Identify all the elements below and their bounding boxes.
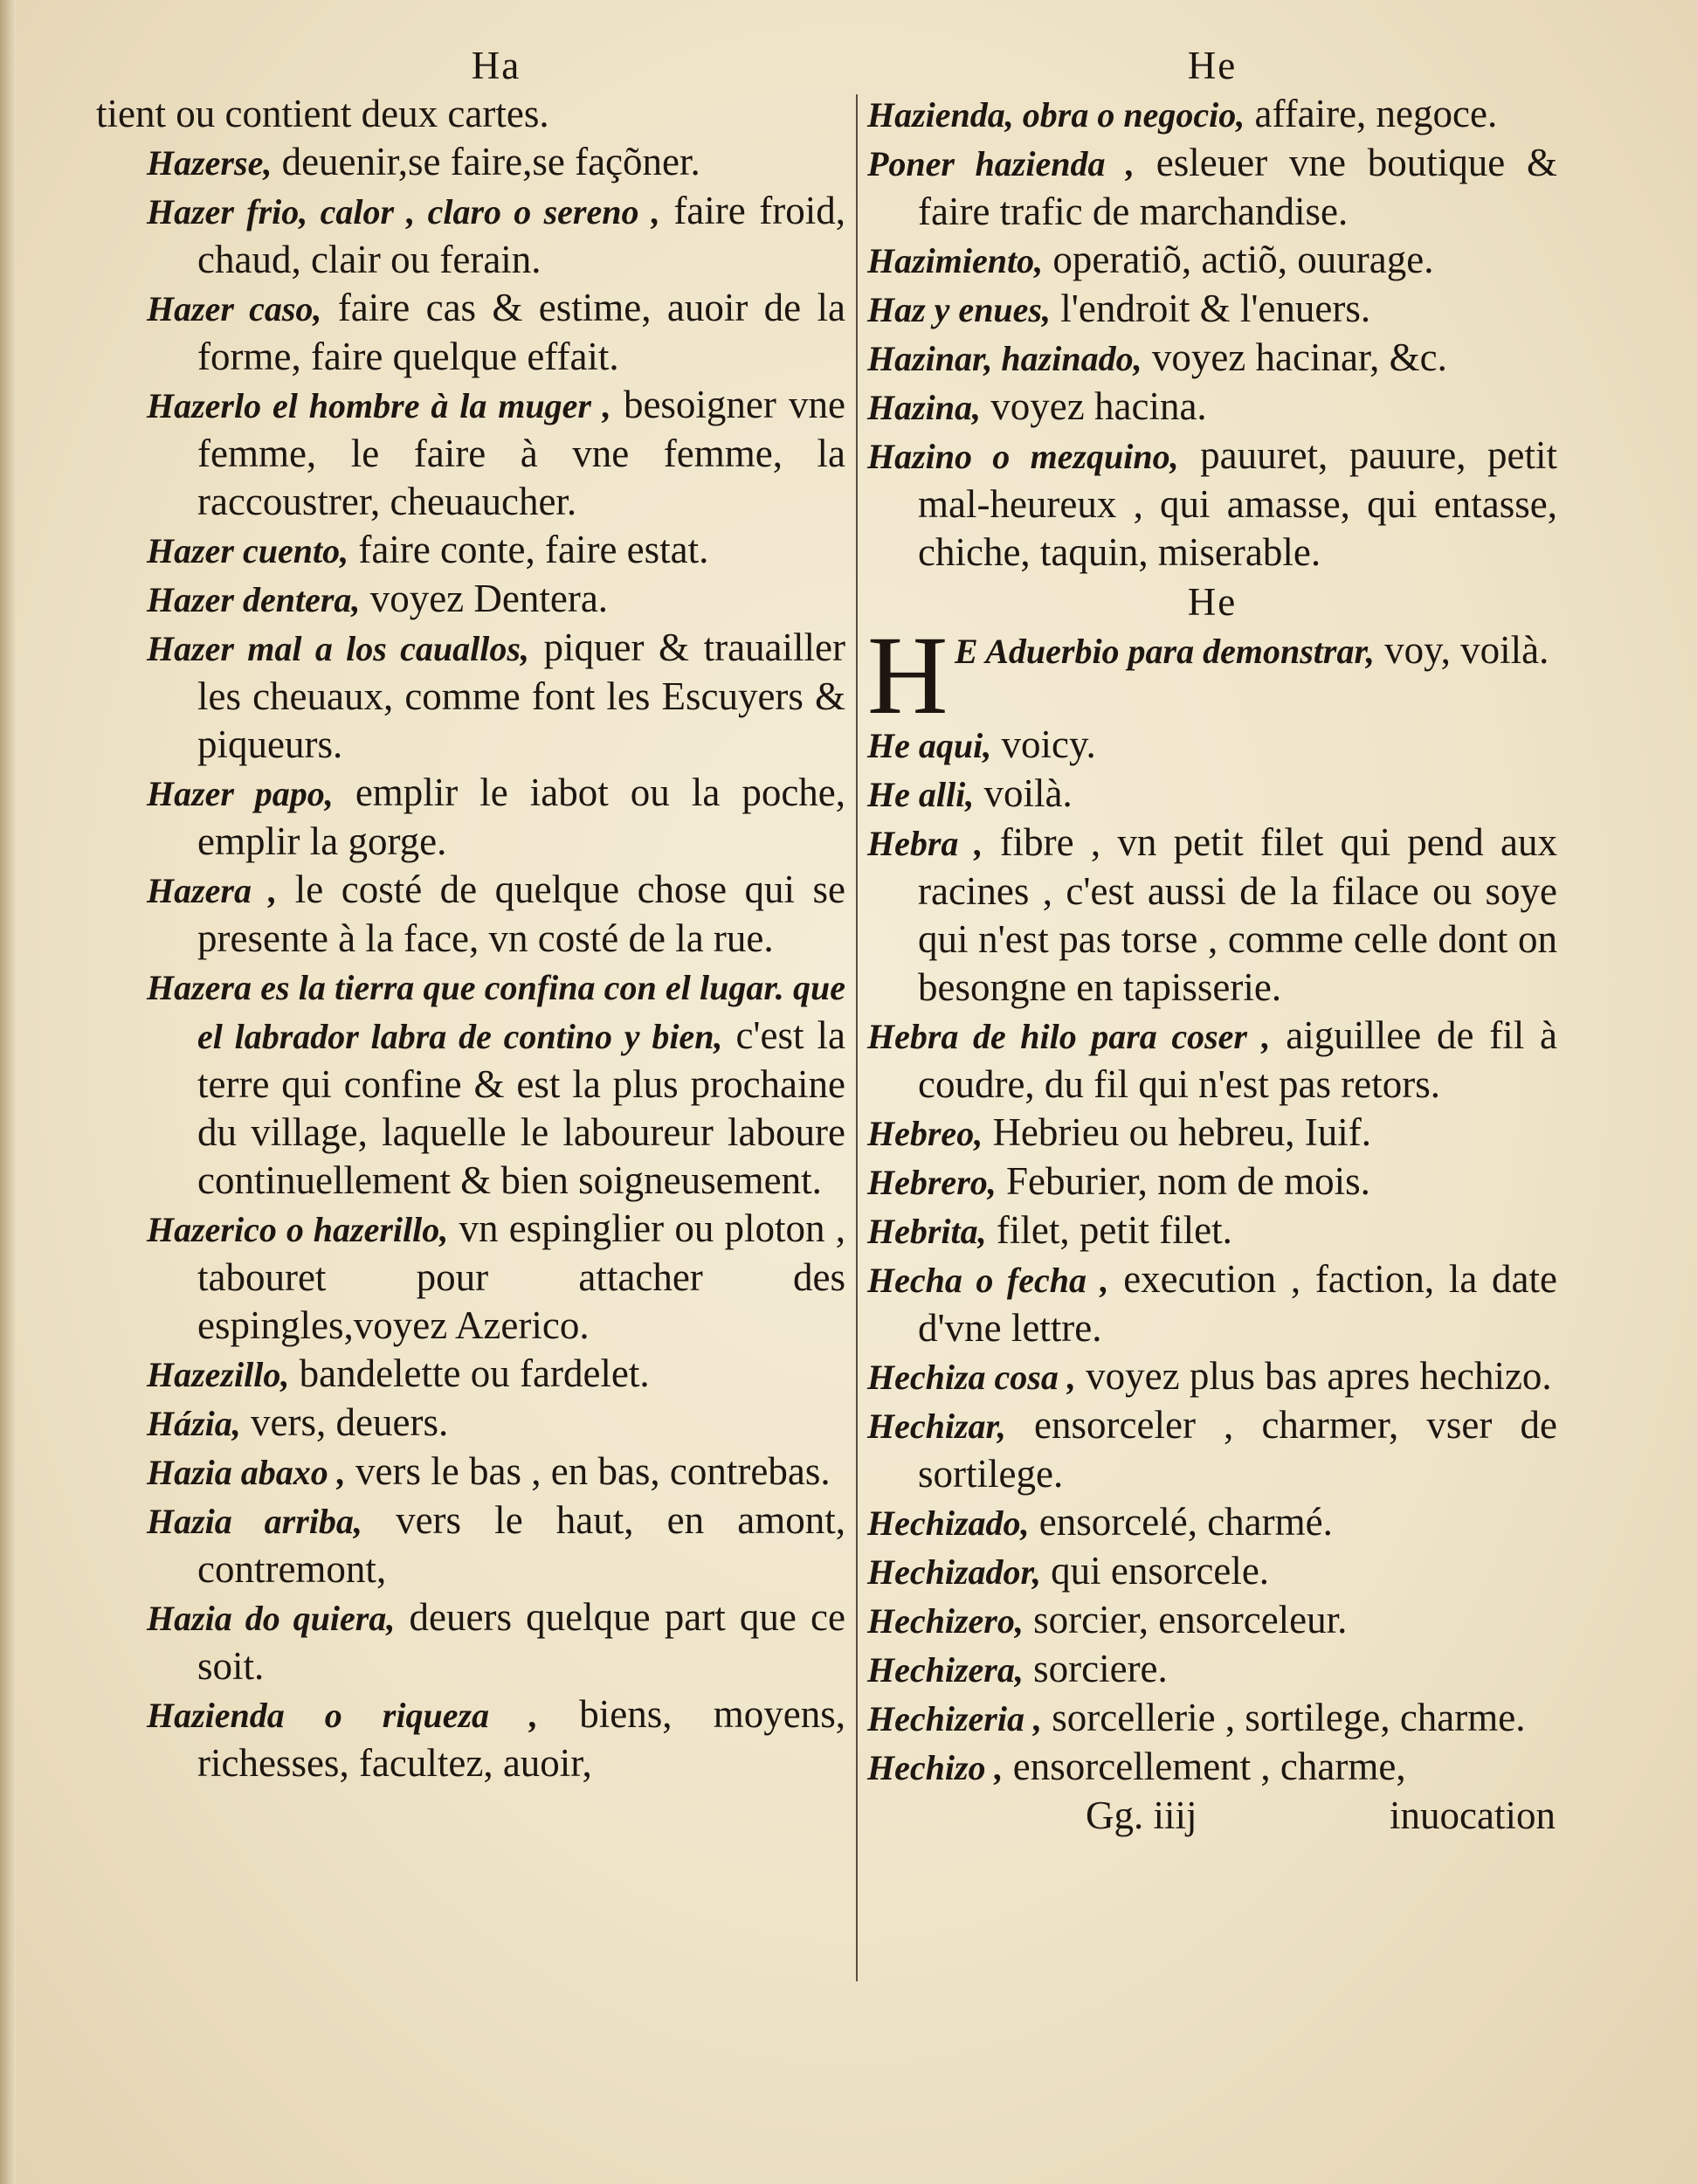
entry-definition: sorcier, ensorceleur.	[1033, 1598, 1348, 1641]
dictionary-entry	[867, 770, 1557, 819]
dictionary-entry	[147, 1496, 845, 1593]
left-entries	[96, 90, 846, 1787]
dictionary-entry	[867, 1498, 1557, 1547]
dictionary-entry	[867, 1352, 1557, 1401]
signature-mark: Gg. iiij	[1086, 1794, 1197, 1837]
catchword: inuocation	[1390, 1794, 1556, 1837]
page-footer	[867, 1792, 1557, 1840]
entry-headword: Hebra de hilo para coser ,	[867, 1017, 1271, 1056]
entry-headword: Hecha o fecha ,	[867, 1261, 1109, 1300]
entry-headword: Hechizeria ,	[867, 1699, 1042, 1738]
entry-definition: vers le haut, en amont, contremont,	[197, 1498, 846, 1591]
entry-headword: Hazienda, obra o negocio,	[867, 95, 1245, 135]
entry-definition: sorcellerie , sortilege, charme.	[1052, 1696, 1526, 1739]
entry-headword: Hazer dentera,	[147, 580, 361, 619]
entry-headword: Hechizar,	[867, 1406, 1006, 1446]
entry-headword: Hazerse,	[147, 143, 272, 183]
right-entries-bottom	[867, 721, 1557, 1792]
dictionary-entry	[867, 1547, 1557, 1596]
left-column	[96, 42, 846, 1787]
dictionary-entry	[867, 90, 1557, 139]
entry-definition: pauuret, pauure, petit mal-heureux , qui amasse, qui entasse, chiche, taquin, miserable.	[918, 433, 1557, 574]
dictionary-entry	[867, 236, 1557, 285]
entry-definition: faire conte, faire estat.	[358, 528, 709, 571]
dictionary-entry	[147, 284, 845, 381]
entry-headword: Haz y enues,	[867, 290, 1051, 329]
dictionary-entry	[147, 575, 845, 624]
entry-definition: l'endroit & l'enuers.	[1060, 287, 1371, 330]
page-edge-shadow	[0, 0, 16, 2184]
dictionary-entry	[867, 1206, 1557, 1255]
entry-headword: Hazer mal a los cauallos,	[147, 629, 529, 668]
initial-entry-text	[955, 626, 1557, 675]
dictionary-entry	[147, 526, 845, 575]
entry-definition: faire froid, chaud, clair ou ferain.	[197, 189, 845, 281]
dictionary-entry	[147, 187, 845, 284]
section-header: He	[1187, 580, 1238, 624]
left-running-head: Ha	[471, 44, 521, 87]
entry-headword: Hebra ,	[867, 824, 983, 863]
entry-headword: Poner hazienda ,	[867, 144, 1135, 183]
entry-definition: qui ensorcele.	[1051, 1549, 1270, 1593]
dictionary-entry	[867, 1401, 1557, 1498]
entry-definition: vn espinglier ou ploton , tabouret pour attacher des espingles,voyez Azerico.	[197, 1206, 846, 1347]
dictionary-entry	[867, 1109, 1557, 1158]
entry-definition: Hebrieu ou hebreu, Iuif.	[992, 1110, 1372, 1154]
entry-definition: voyez hacinar, &c.	[1151, 335, 1447, 379]
dictionary-entry	[867, 1694, 1557, 1743]
dictionary-entry	[867, 721, 1557, 770]
entry-definition: filet, petit filet.	[996, 1208, 1232, 1252]
entry-headword: Hebreo,	[867, 1114, 983, 1153]
entry-headword: Hazerico o hazerillo,	[147, 1210, 449, 1249]
entry-definition: voyez Dentera.	[369, 577, 609, 620]
dictionary-entry	[867, 1012, 1557, 1109]
entry-headword: Hechizera,	[867, 1650, 1024, 1690]
dictionary-entry	[147, 1205, 845, 1350]
entry-headword: Hazinar, hazinado,	[867, 339, 1142, 378]
entry-headword: Hazer papo,	[147, 774, 334, 813]
entry-definition: aiguillee de fil à coudre, du fil qui n'est pas retors.	[918, 1013, 1557, 1106]
dictionary-entry	[867, 383, 1557, 432]
dictionary-entry	[147, 963, 845, 1205]
entry-headword: Hazer frio, calor , claro o sereno ,	[147, 192, 660, 232]
initial-entry	[867, 613, 1557, 737]
right-column	[867, 42, 1557, 1840]
entry-definition: tient ou contient deux cartes.	[96, 92, 549, 135]
dictionary-entry	[147, 381, 845, 526]
dictionary-entry	[867, 1645, 1557, 1694]
dictionary-entry	[147, 138, 845, 187]
entry-headword: Hechizador,	[867, 1552, 1041, 1592]
entry-definition: voyez hacina.	[990, 384, 1207, 428]
entry-definition: ensorceler , charmer, vser de sortilege.	[918, 1403, 1557, 1496]
dictionary-entry	[867, 139, 1557, 236]
entry-definition: ensorcelé, charmé.	[1038, 1500, 1333, 1544]
entry-definition: c'est la terre qui confine & est la plus prochaine du village, laquelle le laboureur laboure continuellement & bien soigneusement.	[197, 1013, 846, 1202]
dictionary-entry	[147, 1448, 845, 1496]
entry-headword: Hebrero,	[867, 1163, 997, 1202]
entry-definition: deuenir,se faire,se façõner.	[281, 140, 700, 183]
dictionary-entry	[147, 1399, 845, 1448]
entry-definition: vers, deuers.	[251, 1400, 449, 1444]
entry-definition: ensorcellement , charme,	[1012, 1745, 1406, 1788]
dictionary-entry	[867, 285, 1557, 334]
entry-headword: Hazia do quiera,	[147, 1599, 396, 1638]
dictionary-entry	[147, 866, 845, 963]
entry-headword: Hazezillo,	[147, 1355, 290, 1394]
dictionary-entry	[147, 1690, 845, 1787]
right-entries-top	[867, 90, 1557, 577]
entry-headword: Hechizero,	[867, 1601, 1024, 1641]
entry-definition: sorciere.	[1033, 1647, 1168, 1690]
entry-headword: Hazia arriba,	[147, 1502, 362, 1541]
entry-definition: vers le bas , en bas, contrebas.	[355, 1449, 831, 1493]
entry-headword: Hebrita,	[867, 1212, 987, 1251]
entry-headword: Házia,	[147, 1404, 241, 1443]
entry-definition: execution , faction, la date d'vne lettre.	[918, 1257, 1557, 1350]
entry-headword: Hazera ,	[147, 871, 278, 910]
dictionary-entry	[867, 1158, 1557, 1206]
dictionary-entry	[147, 769, 845, 866]
entry-headword: Hazerlo el hombre à la muger ,	[147, 386, 611, 425]
right-running-head: He	[1187, 44, 1238, 87]
entry-definition: deuers quelque part que ce soit.	[197, 1595, 845, 1688]
dictionary-entry	[147, 1350, 845, 1399]
dictionary-entry	[147, 624, 845, 769]
column-divider	[856, 94, 858, 1981]
entry-headword: Hazer caso,	[147, 289, 322, 328]
entry-definition: fibre , vn petit filet qui pend aux racines , c'est aussi de la filace ou soye qui n'est pas torse , comme celle dont on besongne en tapisserie.	[918, 820, 1558, 1009]
dictionary-entry	[867, 432, 1557, 577]
entry-definition: besoigner vne femme, le faire à vne femme, la raccoustrer, cheuaucher.	[197, 383, 845, 523]
entry-headword: Hazer cuento,	[147, 531, 349, 570]
entry-headword: E Aduerbio para demonstrar,	[955, 632, 1375, 671]
entry-definition: Feburier, nom de mois.	[1006, 1159, 1370, 1203]
dictionary-entry	[867, 1596, 1557, 1645]
entry-definition: operatiõ, actiõ, ouurage.	[1052, 238, 1434, 281]
dictionary-entry	[867, 819, 1557, 1012]
dictionary-entry	[147, 1593, 845, 1690]
drop-cap: H	[867, 613, 949, 737]
entry-definition: voy, voilà.	[1384, 628, 1549, 672]
entry-headword: He alli,	[867, 775, 975, 814]
entry-definition: affaire, negoce.	[1254, 92, 1498, 135]
entry-definition: voicy.	[1001, 722, 1096, 766]
entry-definition: bandelette ou fardelet.	[299, 1351, 650, 1395]
entry-definition: le costé de quelque chose qui se presente à la face, vn costé de la rue.	[197, 867, 846, 960]
entry-headword: Hazienda o riqueza ,	[147, 1696, 539, 1735]
entry-definition: biens, moyens, richesses, facultez, auoir,	[197, 1692, 846, 1785]
entry-definition: esleuer vne boutique & faire trafic de marchandise.	[918, 141, 1557, 233]
entry-definition: piquer & trauailler les cheuaux, comme font les Escuyers & piqueurs.	[197, 625, 845, 766]
entry-definition: faire cas & estime, auoir de la forme, faire quelque effait.	[197, 286, 845, 378]
dictionary-entry	[867, 1743, 1557, 1792]
entry-headword: Hechizado,	[867, 1503, 1030, 1543]
dictionary-entry	[867, 334, 1557, 383]
dictionary-entry	[96, 90, 845, 138]
entry-headword: Hazia abaxo ,	[147, 1453, 346, 1492]
entry-headword: Hazera es la tierra que confina con el lugar. que el labrador labra de contino y bien,	[147, 968, 845, 1056]
entry-headword: Hechizo ,	[867, 1748, 1004, 1787]
entry-headword: Hazino o mezquino,	[867, 437, 1179, 476]
entry-headword: Hazina,	[867, 388, 982, 427]
entry-headword: Hechiza cosa ,	[867, 1358, 1076, 1397]
entry-definition: emplir le iabot ou la poche, emplir la gorge.	[197, 771, 846, 863]
entry-headword: He aqui,	[867, 726, 992, 765]
dictionary-entry	[867, 1255, 1557, 1352]
entry-definition: voilà.	[983, 771, 1073, 815]
entry-headword: Hazimiento,	[867, 241, 1044, 280]
entry-definition: voyez plus bas apres hechizo.	[1086, 1354, 1552, 1398]
